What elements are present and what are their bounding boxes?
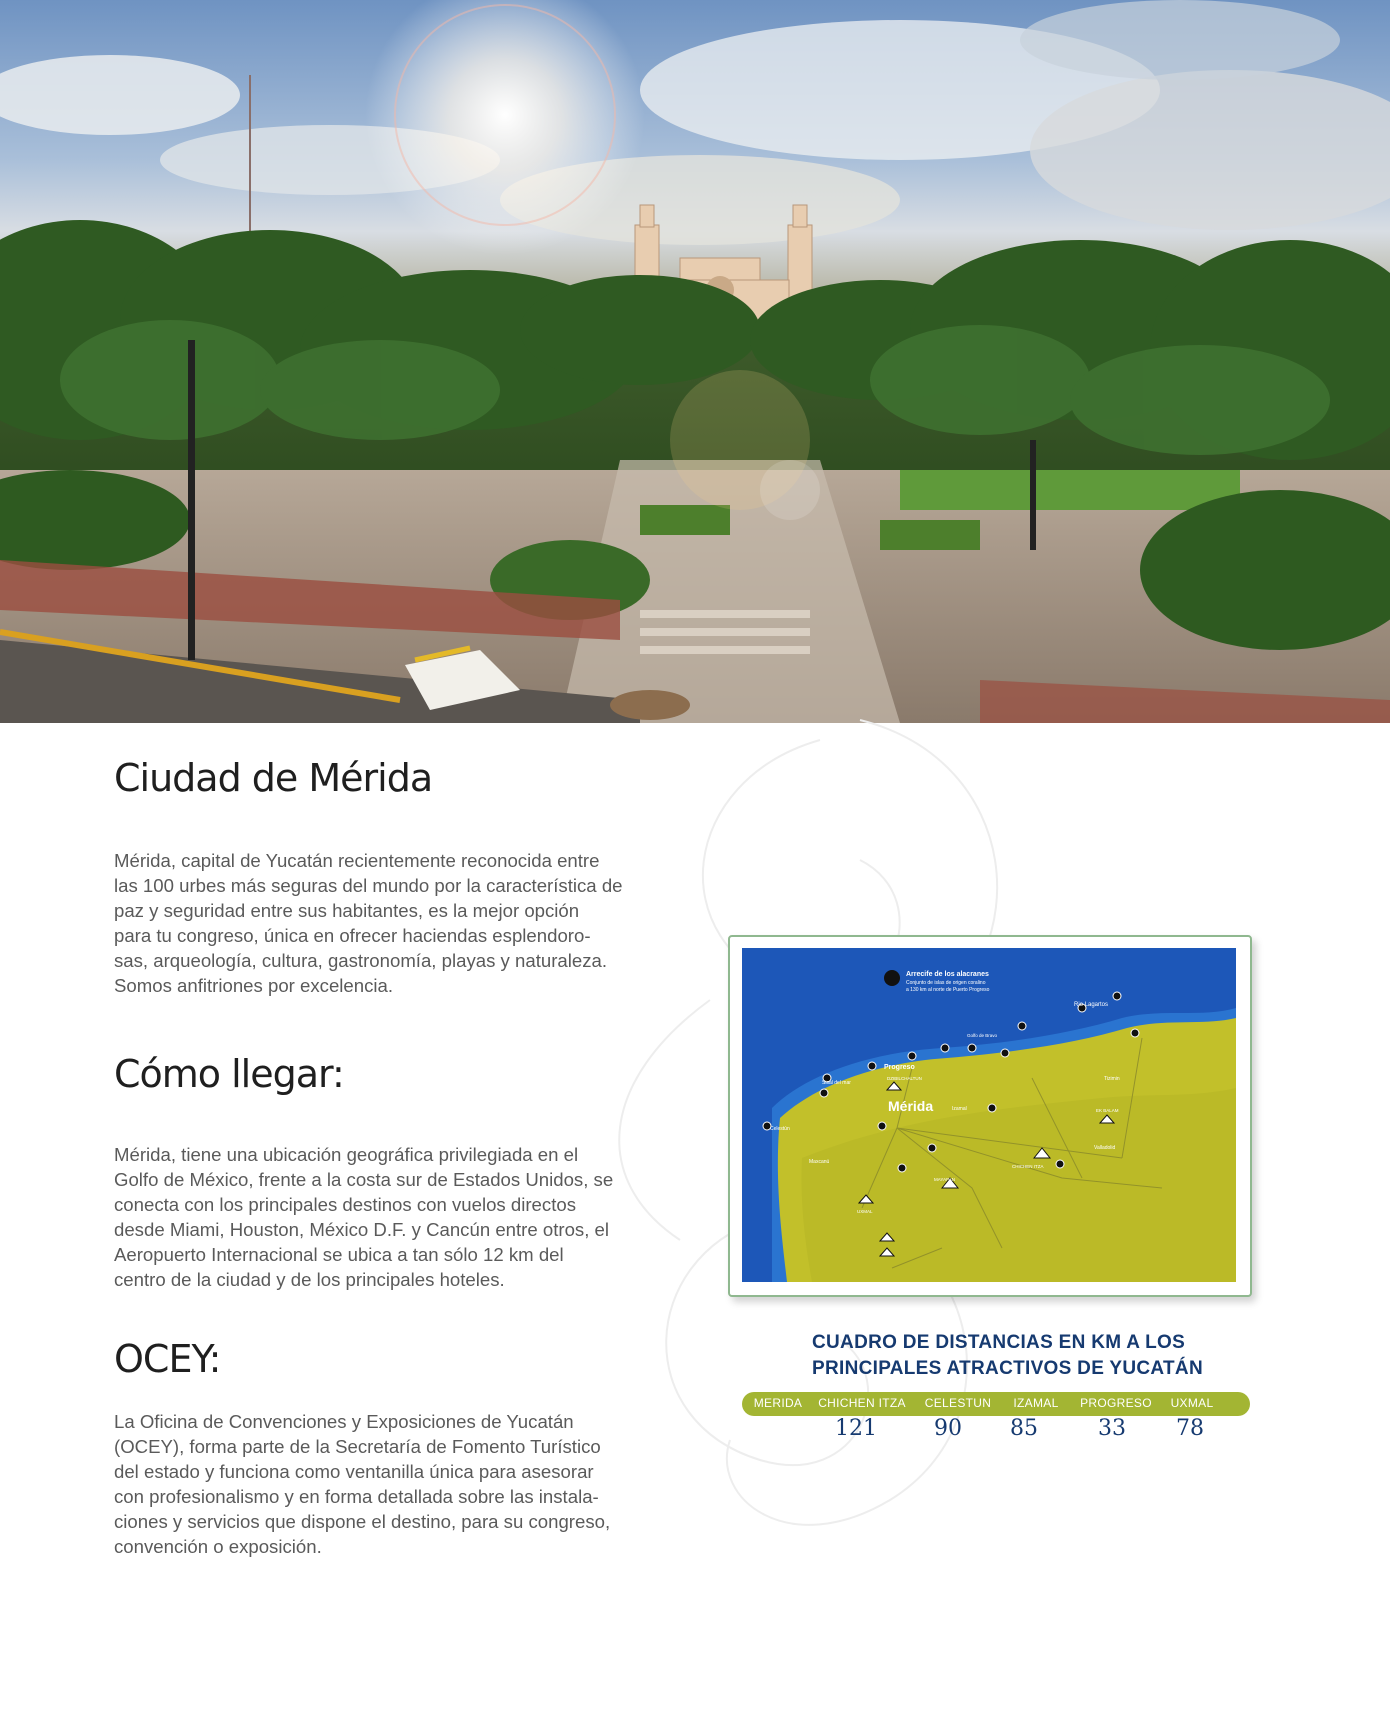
reef-subtitle-2: a 130 km al norte de Puerto Progreso — [906, 987, 990, 993]
distance-title-line-2: PRINCIPALES ATRACTIVOS DE YUCATÁN — [812, 1358, 1203, 1379]
label-chichen-itza: CHICHEN ITZA — [1012, 1164, 1044, 1169]
text-line: Somos anfitriones por excelencia. — [114, 975, 394, 996]
paragraph-como-llegar — [114, 1142, 636, 1292]
paragraph-ciudad-de-merida — [114, 848, 636, 998]
label-valladolid: Valladolid — [1094, 1145, 1116, 1151]
label-maxcanu: Maxcanú — [809, 1159, 830, 1165]
text-line: desde Miami, Houston, México D.F. y Cancún entre otros, el — [114, 1219, 610, 1240]
label-celestun: Celestún — [770, 1126, 790, 1132]
distance-header-progreso: PROGRESO — [1080, 1396, 1152, 1410]
text-line: las 100 urbes más seguras del mundo por la característica de — [114, 875, 623, 896]
label-sisal: Sisal del mar — [822, 1080, 851, 1086]
label-mayapan: MAYAPAN — [934, 1177, 956, 1182]
label-izamal: Izamal — [952, 1106, 967, 1112]
label-golfo: Golfo de Bravo — [967, 1033, 998, 1038]
paragraph-ocey — [114, 1409, 636, 1559]
text-line: ciones y servicios que dispone el destino, para su congreso, — [114, 1511, 611, 1532]
distance-value-chichen-itza: 121 — [835, 1416, 877, 1441]
distance-value-izamal: 85 — [1010, 1416, 1038, 1441]
text-line: Golfo de México, frente a la costa sur de Estados Unidos, se — [114, 1169, 614, 1190]
distance-header-chichen-itza: CHICHEN ITZA — [818, 1396, 906, 1410]
text-line: para tu congreso, única en ofrecer haciendas esplendoro- — [114, 925, 591, 946]
distance-value-uxmal: 78 — [1176, 1416, 1204, 1441]
text-line: Aeropuerto Internacional se ubica a tan sólo 12 km del — [114, 1244, 564, 1265]
hero-photo-merida-cathedral-plaza — [0, 0, 1390, 723]
label-uxmal: UXMAL — [857, 1209, 873, 1214]
distance-table-title — [812, 1330, 1252, 1382]
reef-subtitle-1: Conjunto de islas de origen coralino — [906, 980, 986, 986]
label-dzibilchaltun: DZIBILCHALTUN — [887, 1076, 922, 1081]
text-line: sas, arqueología, cultura, gastronomía, playas y naturaleza. — [114, 950, 608, 971]
distance-title-line-1: CUADRO DE DISTANCIAS EN KM A LOS — [812, 1332, 1186, 1353]
distance-value-celestun: 90 — [934, 1416, 962, 1441]
label-progreso: Progreso — [884, 1064, 915, 1071]
label-rio-lagartos: Rio Lagartos — [1074, 1002, 1109, 1008]
distance-header-celestun: CELESTUN — [924, 1396, 992, 1410]
distance-value-progreso: 33 — [1098, 1416, 1126, 1441]
distance-header-izamal: IZAMAL — [1013, 1396, 1059, 1410]
text-line: Mérida, capital de Yucatán recientemente reconocida entre — [114, 850, 600, 871]
text-line: con profesionalismo y en forma detallada sobre las instala- — [114, 1486, 599, 1507]
yucatan-map-card — [728, 935, 1252, 1297]
label-merida: Mérida — [888, 1098, 934, 1114]
text-line: convención o exposición. — [114, 1536, 322, 1557]
heading-como-llegar: Cómo llegar: — [114, 1052, 344, 1096]
text-line: paz y seguridad entre sus habitantes, es la mejor opción — [114, 900, 580, 921]
label-tizimin: Tizimin — [1104, 1076, 1120, 1082]
label-ek-balam: EK BALAM — [1096, 1108, 1119, 1113]
text-line: (OCEY), forma parte de la Secretaría de Fomento Turístico — [114, 1436, 601, 1457]
distance-header-uxmal: UXMAL — [1170, 1396, 1214, 1410]
heading-ocey: OCEY: — [114, 1337, 221, 1381]
distance-header-merida: MERIDA — [753, 1396, 803, 1410]
reef-title: Arrecife de los alacranes — [906, 971, 989, 978]
text-line: conecta con los principales destinos con vuelos directos — [114, 1194, 577, 1215]
heading-ciudad-de-merida: Ciudad de Mérida — [114, 756, 433, 800]
text-line: del estado y funciona como ventanilla única para asesorar — [114, 1461, 594, 1482]
yucatan-map — [742, 948, 1236, 1282]
text-line: centro de la ciudad y de los principales hoteles. — [114, 1269, 505, 1290]
text-line: Mérida, tiene una ubicación geográfica privilegiada en el — [114, 1144, 579, 1165]
text-line: La Oficina de Convenciones y Exposiciones de Yucatán — [114, 1411, 574, 1432]
